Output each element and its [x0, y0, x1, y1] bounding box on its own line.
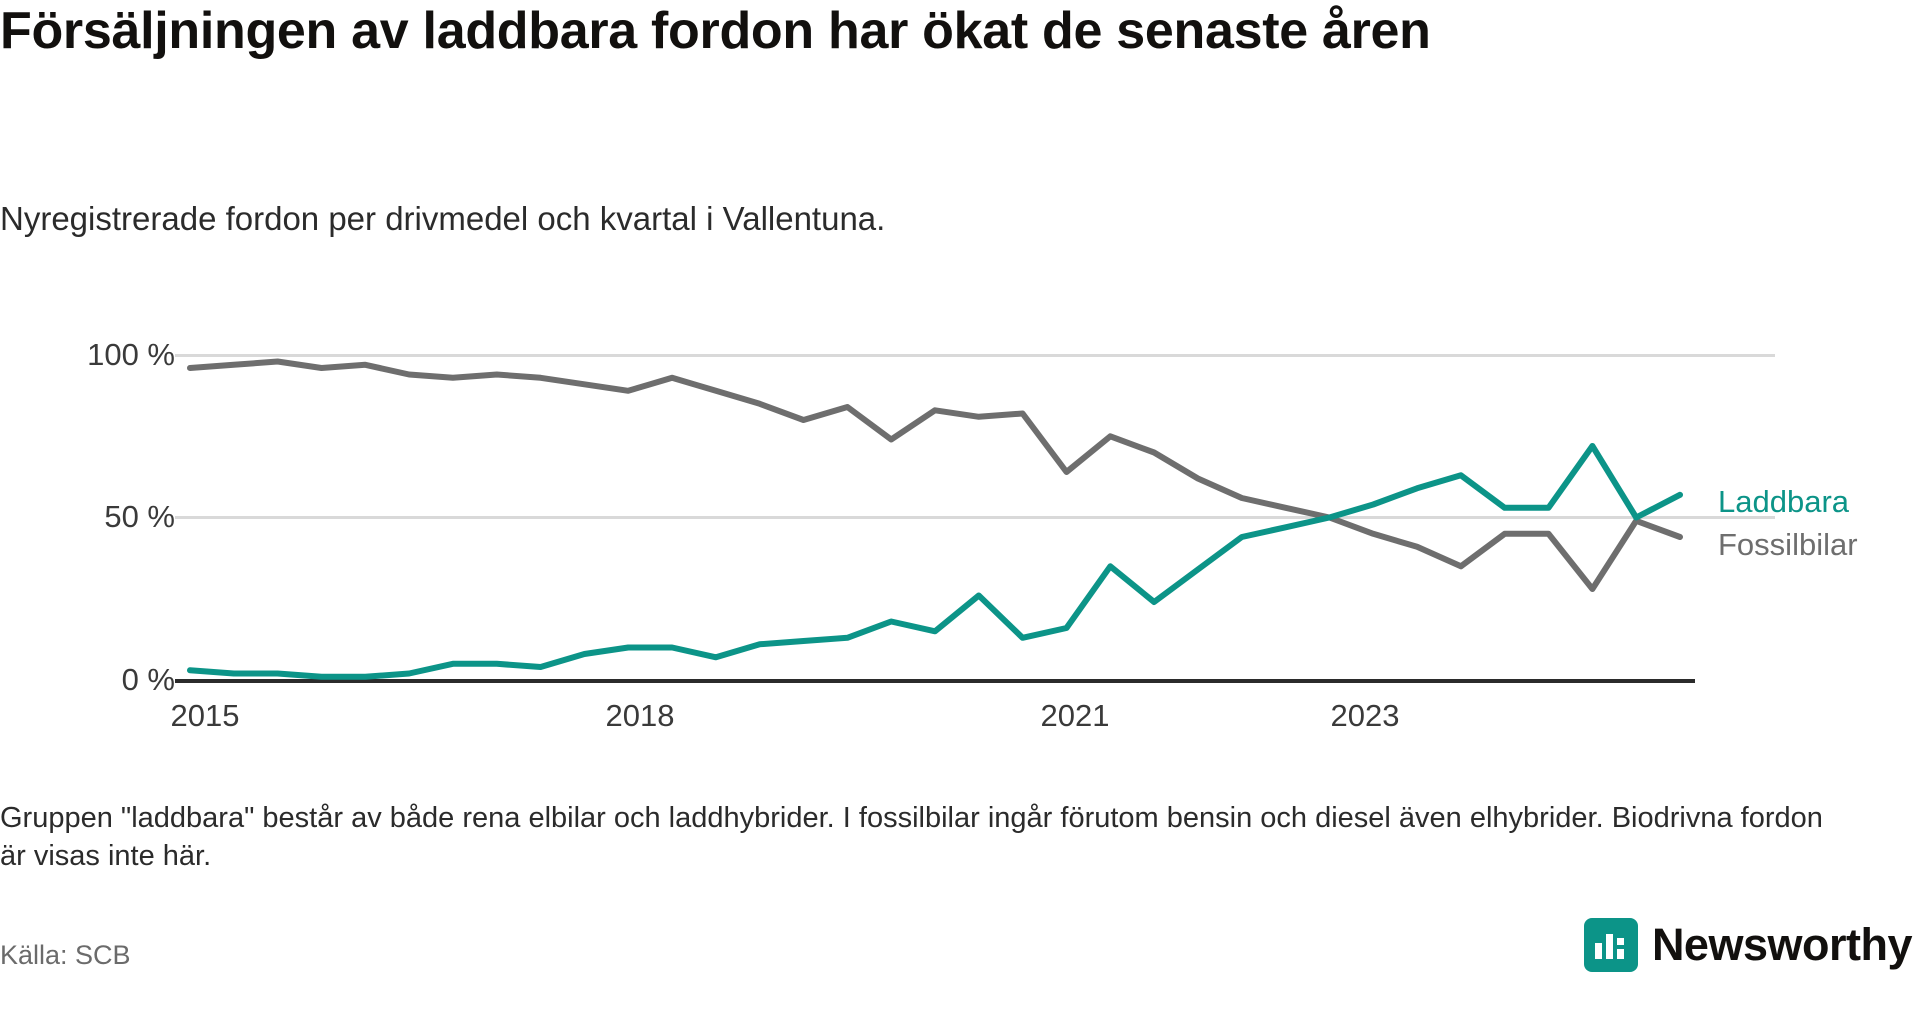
- page-title: Försäljningen av laddbara fordon har ökat de senaste åren: [0, 2, 1431, 60]
- x-tick-label-2023: 2023: [1330, 698, 1400, 733]
- series-lines: [175, 355, 1695, 680]
- y-tick-label-100: 100 %: [87, 337, 175, 372]
- x-tick-label-2021: 2021: [1040, 698, 1110, 733]
- chart-subtitle: Nyregistrerade fordon per drivmedel och kvartal i Vallentuna.: [0, 200, 886, 237]
- source-note: Källa: SCB: [0, 940, 131, 970]
- brand-name: Newsworthy: [1651, 919, 1912, 970]
- brand-logo: [1584, 918, 1912, 972]
- x-tick-label-2018: 2018: [605, 698, 675, 733]
- plot-area: [175, 355, 1695, 680]
- series-label-laddbara: Laddbara: [1718, 484, 1850, 519]
- x-tick-label-2015: 2015: [170, 698, 240, 733]
- y-tick-label-50: 50 %: [104, 499, 175, 534]
- chart-container: [0, 300, 1920, 760]
- chart-footnote: Gruppen "laddbara" består av både rena elbilar och laddhybrider. I fossilbilar ingår förutom bensin och diesel även elhybrider. Biodrivna fordon är visas inte här.: [0, 802, 1823, 872]
- bar-chart-icon: [1584, 918, 1638, 972]
- series-label-fossilbilar: Fossilbilar: [1718, 527, 1858, 562]
- y-tick-label-0: 0 %: [121, 662, 175, 697]
